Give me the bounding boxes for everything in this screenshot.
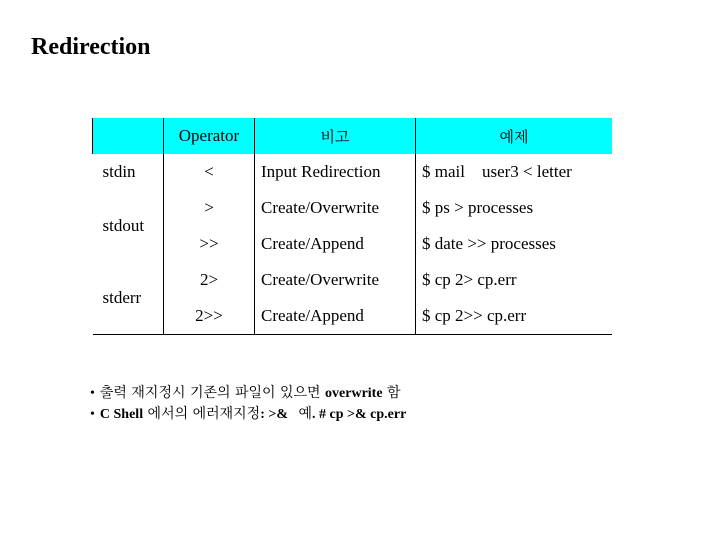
note-text-en-end: . # cp >& cp.err [312,407,407,422]
note-text-en: : >& [260,407,299,422]
note-cell: Create/Overwrite [255,262,416,298]
note-text-en-start: C Shell [99,407,144,422]
example-cell: $ cp 2>> cp.err [416,298,613,335]
operator-cell: >> [164,226,255,262]
example-cell: $ ps > processes [422,198,534,217]
note-text-ko: 에서의 에러재지정 [143,406,261,422]
note-cell: Create/Append [255,226,416,262]
note-cell: Input Redirection [255,154,416,190]
operator-cell: > [164,190,255,226]
example-cell: $ cp 2> cp.err [422,270,517,289]
operator-cell: < [164,154,255,190]
note-item [90,404,406,425]
stream-stdout: stdout [93,190,164,262]
header-example: 예제 [416,118,613,154]
note-cell: Create/Overwrite [255,190,416,226]
note-text-ko-end: 함 [382,385,401,401]
table-row [93,226,613,262]
example-cell: $ date >> processes [422,234,556,253]
note-text-ko-example: 예 [298,406,313,422]
example-cell: $ mail user3 < letter [422,162,572,181]
bullet-icon: • [90,407,95,422]
table-row [93,190,613,226]
header-operator: Operator [164,118,255,154]
note-item [90,383,406,404]
table-header-row [93,118,613,154]
header-blank [93,118,164,154]
note-text-en: overwrite [325,386,383,401]
table-row [93,298,613,335]
note-text-ko: 출력 재지정시 기존의 파일이 있으면 [99,385,326,401]
stream-stderr: stderr [93,262,164,335]
table-row [93,262,613,298]
operator-cell: 2> [164,262,255,298]
header-note: 비고 [255,118,416,154]
stream-stdin: stdin [93,154,164,190]
slide-title: Redirection [31,34,151,60]
table-row [93,154,613,190]
redirection-table [92,118,612,335]
operator-cell: 2>> [164,298,255,335]
bullet-icon: • [90,386,95,401]
notes-list [90,383,406,425]
note-cell: Create/Append [255,298,416,335]
